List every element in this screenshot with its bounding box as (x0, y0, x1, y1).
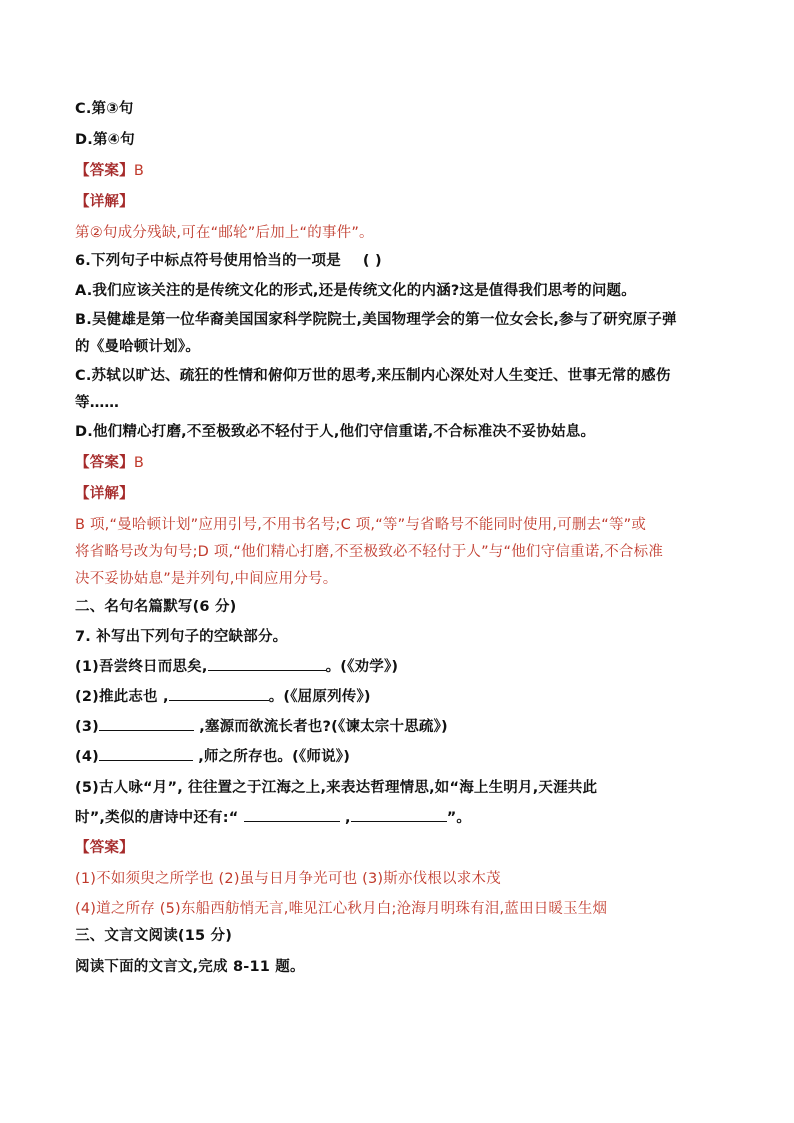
item-text: 。(《劝学》) (325, 659, 399, 675)
item-text: (2)推此志也 , (75, 689, 169, 705)
q5-detail-text: 第②句成分残缺,可在“邮轮”后加上“的事件”。 (75, 225, 374, 241)
fill-blank[interactable] (169, 684, 269, 701)
q6-option-d: D.他们精心打磨,不至极致必不轻付于人,他们守信重诺,不合标准决不妥协姑息。 (75, 424, 596, 440)
answer-value: B (133, 455, 144, 471)
q6-option-a: A.我们应该关注的是传统文化的形式,还是传统文化的内涵?这是值得我们思考的问题。 (75, 283, 636, 299)
q6-answer (75, 450, 725, 476)
q5-option-c: C.第③句 (75, 101, 134, 117)
item-text: , (339, 810, 351, 826)
section-2-title: 二、名句名篇默写(6 分) (75, 599, 237, 615)
q7-item-3 (75, 714, 725, 740)
q5-answer (75, 158, 725, 184)
q6-option-b-line1: B.吴健雄是第一位华裔美国国家科学院院士,美国物理学会的第一位女会长,参与了研究原子弹 (75, 312, 677, 328)
item-text: ,塞源而欲流长者也?(《谏太宗十思疏》) (193, 719, 448, 735)
item-text: ,师之所存也。(《师说》) (192, 749, 351, 765)
fill-blank[interactable] (351, 805, 447, 822)
q7-item-1 (75, 654, 725, 680)
q6-detail-line2: 将省略号改为句号;D 项,“他们精心打磨,不至极致必不轻付于人”与“他们守信重诺,不合标准 (75, 544, 664, 560)
q7-item-5-line2 (75, 805, 725, 831)
item-text: ”。 (446, 810, 472, 826)
q7-answer-line2: (4)道之所存 (5)东船西舫悄无言,唯见江心秋月白;沧海月明珠有泪,蓝田日暖玉生烟 (75, 901, 608, 917)
section-3-title: 三、文言文阅读(15 分) (75, 928, 233, 944)
fill-blank[interactable] (99, 714, 194, 731)
item-text: 。(《屈原列传》) (268, 689, 371, 705)
q6-detail-line3: 决不妥协姑息”是并列句,中间应用分号。 (75, 571, 338, 587)
q6-option-c-line1: C.苏轼以旷达、疏狂的性情和俯仰万世的思考,来压制内心深处对人生变迁、世事无常的感伤 (75, 368, 671, 384)
document-page (75, 96, 725, 980)
q6-detail-tag: 【详解】 (75, 486, 134, 502)
fill-blank[interactable] (244, 805, 340, 822)
fill-blank[interactable] (99, 744, 193, 761)
q7-answer-tag: 【答案】 (75, 840, 134, 856)
q5-detail-tag: 【详解】 (75, 194, 134, 210)
q7-answer-line1: (1)不如须臾之所学也 (2)虽与日月争光可也 (3)斯亦伐根以求木茂 (75, 871, 501, 887)
item-text: 时”,类似的唐诗中还有:“ (75, 810, 244, 826)
q7-item-5-line1: (5)古人咏“月”, 往往置之于江海之上,来表达哲理情思,如“海上生明月,天涯共此 (75, 780, 598, 796)
q7-item-4 (75, 744, 725, 770)
item-text: (4) (75, 749, 99, 765)
q5-option-d: D.第④句 (75, 132, 135, 148)
q7-stem: 7. 补写出下列句子的空缺部分。 (75, 629, 288, 645)
q6-stem (75, 248, 725, 274)
item-text: (1)吾尝终日而思矣, (75, 659, 208, 675)
q6-option-c-line2: 等…… (75, 395, 120, 411)
q6-detail-line1: B 项,“曼哈顿计划”应用引号,不用书名号;C 项,“等”与省略号不能同时使用,可删去“等”或 (75, 517, 647, 533)
fill-blank[interactable] (208, 654, 326, 671)
answer-tag: 【答案】 (75, 163, 134, 179)
q6-option-b-line2: 的《曼哈顿计划》。 (75, 339, 201, 355)
item-text: (3) (75, 719, 99, 735)
q6-answer-paren: ( ) (362, 253, 382, 269)
section-3-instruction: 阅读下面的文言文,完成 8-11 题。 (75, 959, 305, 975)
q6-stem-text: 6.下列句子中标点符号使用恰当的一项是 (75, 253, 341, 269)
answer-tag: 【答案】 (75, 455, 134, 471)
answer-value: B (133, 163, 144, 179)
q7-item-2 (75, 684, 725, 710)
